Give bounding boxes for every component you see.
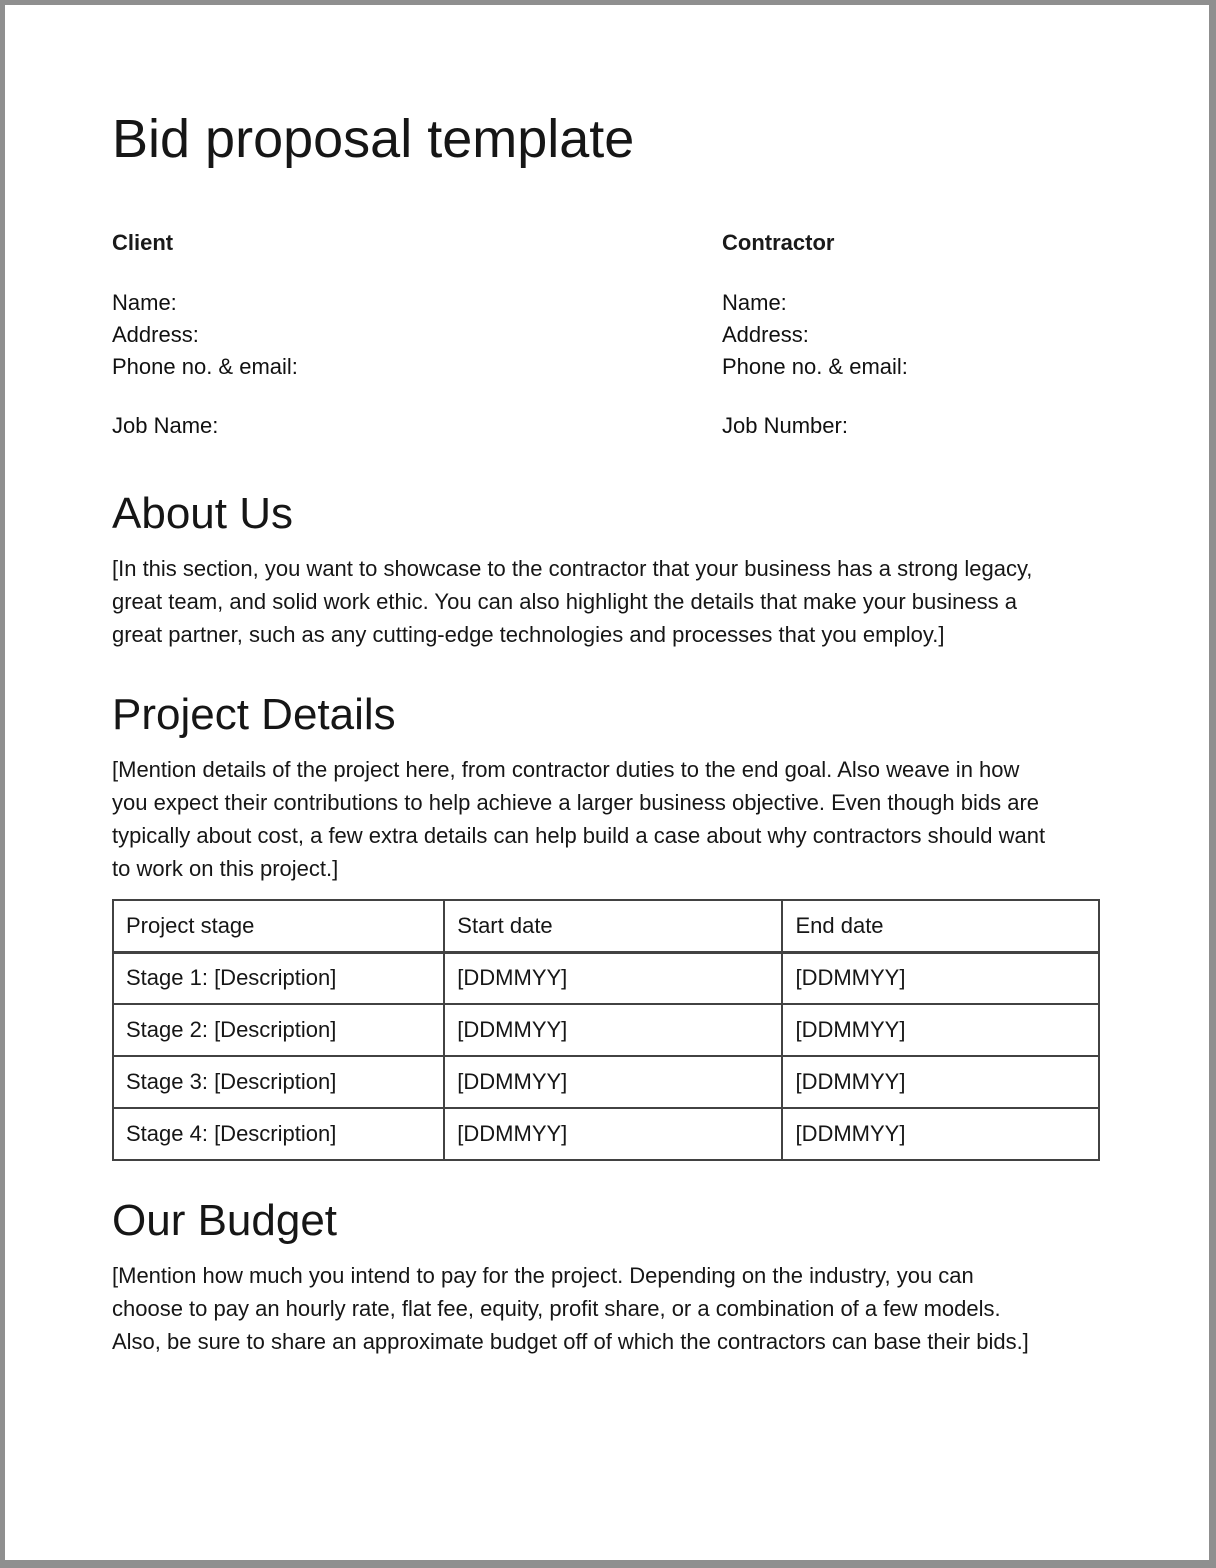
table-row-stage-3 <box>113 1056 1099 1108</box>
client-field-phone-email: Phone no. & email: <box>112 354 298 379</box>
table-header-row <box>113 900 1099 952</box>
table-cell-end-date: [DDMMYY] <box>782 1056 1099 1108</box>
contractor-field-name: Name: <box>722 290 787 315</box>
client-field-name: Name: <box>112 290 177 315</box>
section-heading-about-us: About Us <box>112 489 293 538</box>
table-cell-stage: Stage 3: [Description] <box>113 1056 444 1108</box>
contractor-field-phone-email: Phone no. & email: <box>722 354 908 379</box>
table-cell-start-date: [DDMMYY] <box>444 1056 782 1108</box>
table-row-stage-4 <box>113 1108 1099 1160</box>
section-heading-our-budget: Our Budget <box>112 1196 338 1245</box>
contractor-field-address: Address: <box>722 322 809 347</box>
table-cell-stage: Stage 4: [Description] <box>113 1108 444 1160</box>
parties-section <box>112 227 1149 442</box>
about-us-body: [In this section, you want to showcase to the contractor that your business has a strong legacy, great team, and solid work ethic. You can also highlight the details that make your business a great partner, such as any cutting-edge technologies and processes that you employ.] <box>112 556 1033 647</box>
table-cell-stage: Stage 1: [Description] <box>113 952 444 1004</box>
table-cell-end-date: [DDMMYY] <box>782 952 1099 1004</box>
table-row-stage-2 <box>113 1004 1099 1056</box>
contractor-block <box>722 227 1092 442</box>
table-header-end-date: End date <box>782 900 1099 952</box>
section-heading-project-details: Project Details <box>112 690 396 739</box>
contractor-heading: Contractor <box>722 230 835 255</box>
client-job-name-label: Job Name: <box>112 413 219 438</box>
table-cell-start-date: [DDMMYY] <box>444 1004 782 1056</box>
project-schedule-table <box>112 899 1100 1161</box>
our-budget-body: [Mention how much you intend to pay for the project. Depending on the industry, you can choose to pay an hourly rate, flat fee, equity, profit share, or a combination of a few models. Also, be sure to share an approximate budget off of which the contractors can base their bids.] <box>112 1263 1029 1354</box>
table-header-project-stage: Project stage <box>113 900 444 952</box>
table-header-start-date: Start date <box>444 900 782 952</box>
contractor-job-number-label: Job Number: <box>722 413 848 438</box>
table-cell-start-date: [DDMMYY] <box>444 1108 782 1160</box>
project-details-body: [Mention details of the project here, from contractor duties to the end goal. Also weave in how you expect their contributions to help achieve a larger business objective. Even though bids are typically about cost, a few extra details can help build a case about why contractors should want to work on this project.] <box>112 757 1046 881</box>
table-cell-start-date: [DDMMYY] <box>444 952 782 1004</box>
contractor-fields <box>722 287 1092 383</box>
table-row-stage-1 <box>113 952 1099 1004</box>
table-cell-end-date: [DDMMYY] <box>782 1108 1099 1160</box>
document-title: Bid proposal template <box>112 109 635 169</box>
table-cell-stage: Stage 2: [Description] <box>113 1004 444 1056</box>
client-heading: Client <box>112 230 174 255</box>
client-fields <box>112 287 722 383</box>
client-block <box>112 227 722 442</box>
client-field-address: Address: <box>112 322 199 347</box>
table-cell-end-date: [DDMMYY] <box>782 1004 1099 1056</box>
